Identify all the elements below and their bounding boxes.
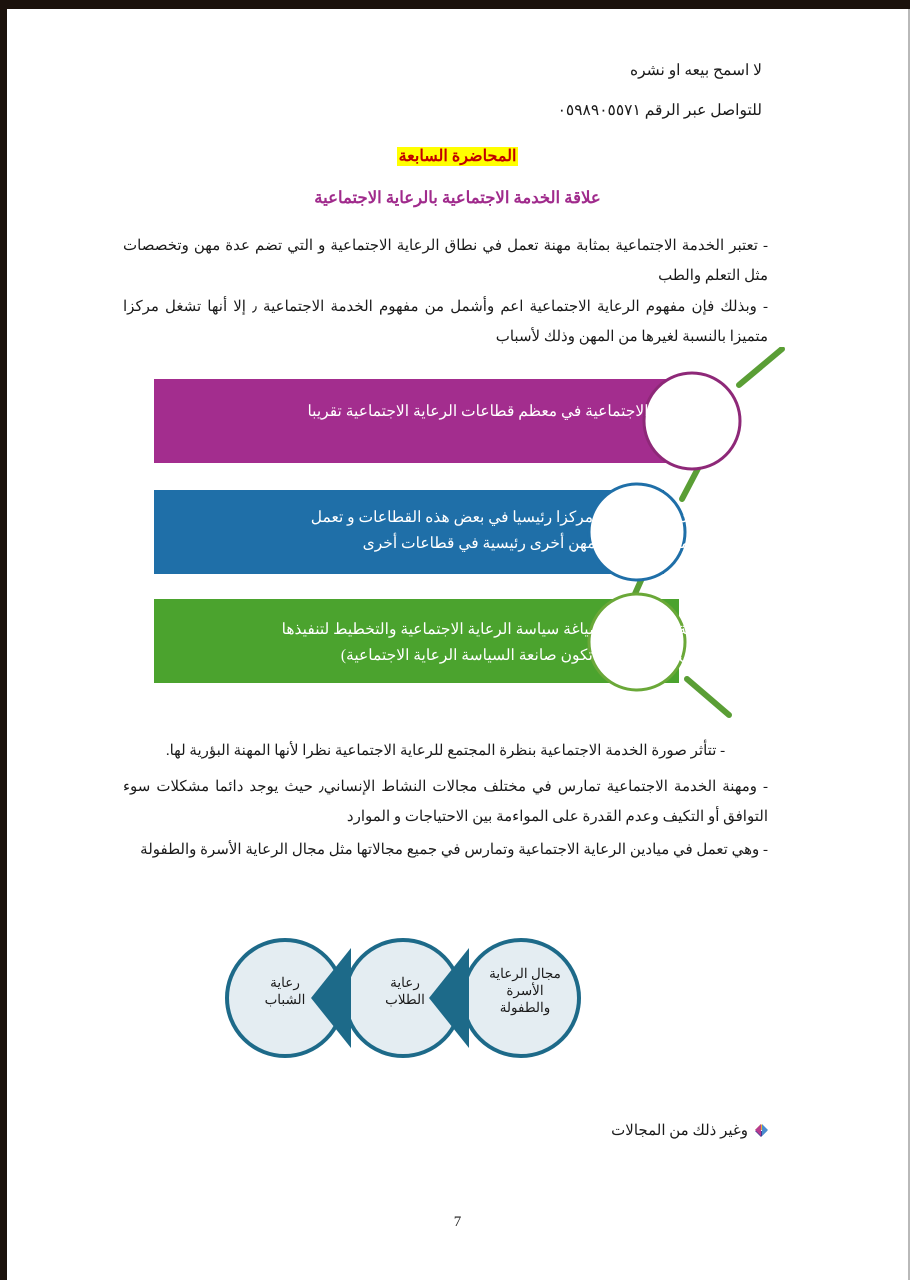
notice-no-resale: لا اسمح بيعه او نشره xyxy=(630,62,762,79)
reason-text-1: تعمل الخدمة الاجتماعية في معظم قطاعات الرعاية الاجتماعية تقريبا xyxy=(307,403,733,420)
page-number: 7 xyxy=(453,1214,462,1230)
field-label-family-line2: الأسرة xyxy=(506,983,544,998)
paragraph-practice-fields: - ومهنة الخدمة الاجتماعية تمارس في مختلف مجالات النشاط الإنساني٫ حيث يوجد دائما مشكلات سوء التوافق أو التكيف وعدم القدرة على المواءمة بين الاحتياجات و الموارد xyxy=(123,779,768,825)
paragraph-scope-comparison: - وبذلك فإن مفهوم الرعاية الاجتماعية اعم وأشمل من مفهوم الخدمة الاجتماعية ٫ إلا أنها تشغل مركزا متميزا بالنسبة لغيرها من المهن وذلك لأسباب xyxy=(123,299,768,345)
field-label-students-line2: الطلاب xyxy=(385,992,425,1007)
reason-text-3: تعمل الخدمة الاجتماعية لصياغة سياسة الرعاية الاجتماعية والتخطيط لتنفيذها في بعض الأحيان تكون صانعة السياسة الرعاية الاجتماعية) xyxy=(281,621,759,664)
field-label-youth xyxy=(235,974,335,1008)
paragraph-society-image: - تتأثر صورة الخدمة الاجتماعية بنظرة المجتمع للرعاية الاجتماعية نظرا لأنها المهنة البؤرية لها. xyxy=(165,743,726,759)
scan-edge-left xyxy=(0,0,7,1280)
scan-edge-top xyxy=(0,0,910,9)
footnote-text: وغير ذلك من المجالات xyxy=(611,1123,748,1139)
field-label-students xyxy=(355,974,455,1008)
page-content xyxy=(7,9,908,1280)
paragraph-welfare-fields: - وهي تعمل في ميادين الرعاية الاجتماعية وتمارس في جميع مجالاتها مثل مجال الرعاية الأسرة والطفولة xyxy=(140,842,768,858)
lecture-title-text: المحاضرة السابعة xyxy=(398,148,517,165)
field-label-family xyxy=(475,965,575,1016)
diamond-bullet-icon xyxy=(755,1124,768,1137)
reasons-diagram xyxy=(147,347,787,719)
field-label-youth-line1: رعاية xyxy=(270,975,300,990)
section-title: علاقة الخدمة الاجتماعية بالرعاية الاجتماعية xyxy=(314,188,601,207)
field-label-youth-line2: الشباب xyxy=(264,992,306,1007)
field-label-family-line3: والطفولة xyxy=(499,1000,551,1015)
field-label-students-line1: رعاية xyxy=(390,975,420,990)
notice-contact-number: للتواصل عبر الرقم ٠٥٩٨٩٠٥٥٧١ xyxy=(557,102,762,119)
fields-diagram xyxy=(203,934,603,1064)
field-label-family-line1: مجال الرعاية xyxy=(489,966,561,981)
footnote xyxy=(611,1121,768,1140)
lecture-title xyxy=(7,146,908,166)
reason-text-2: تشغل الخدمة الاجتماعية مركزا رئيسيا في بعض هذه القطاعات و تعمل كمهنة مساعدة لمهن أخرى رئيسية في قطاعات أخرى xyxy=(310,509,750,552)
paragraph-definition: - تعتبر الخدمة الاجتماعية بمثابة مهنة تعمل في نطاق الرعاية الاجتماعية و التي تضم عدة مهن وتخصصات مثل التعلم والطب xyxy=(123,238,768,284)
